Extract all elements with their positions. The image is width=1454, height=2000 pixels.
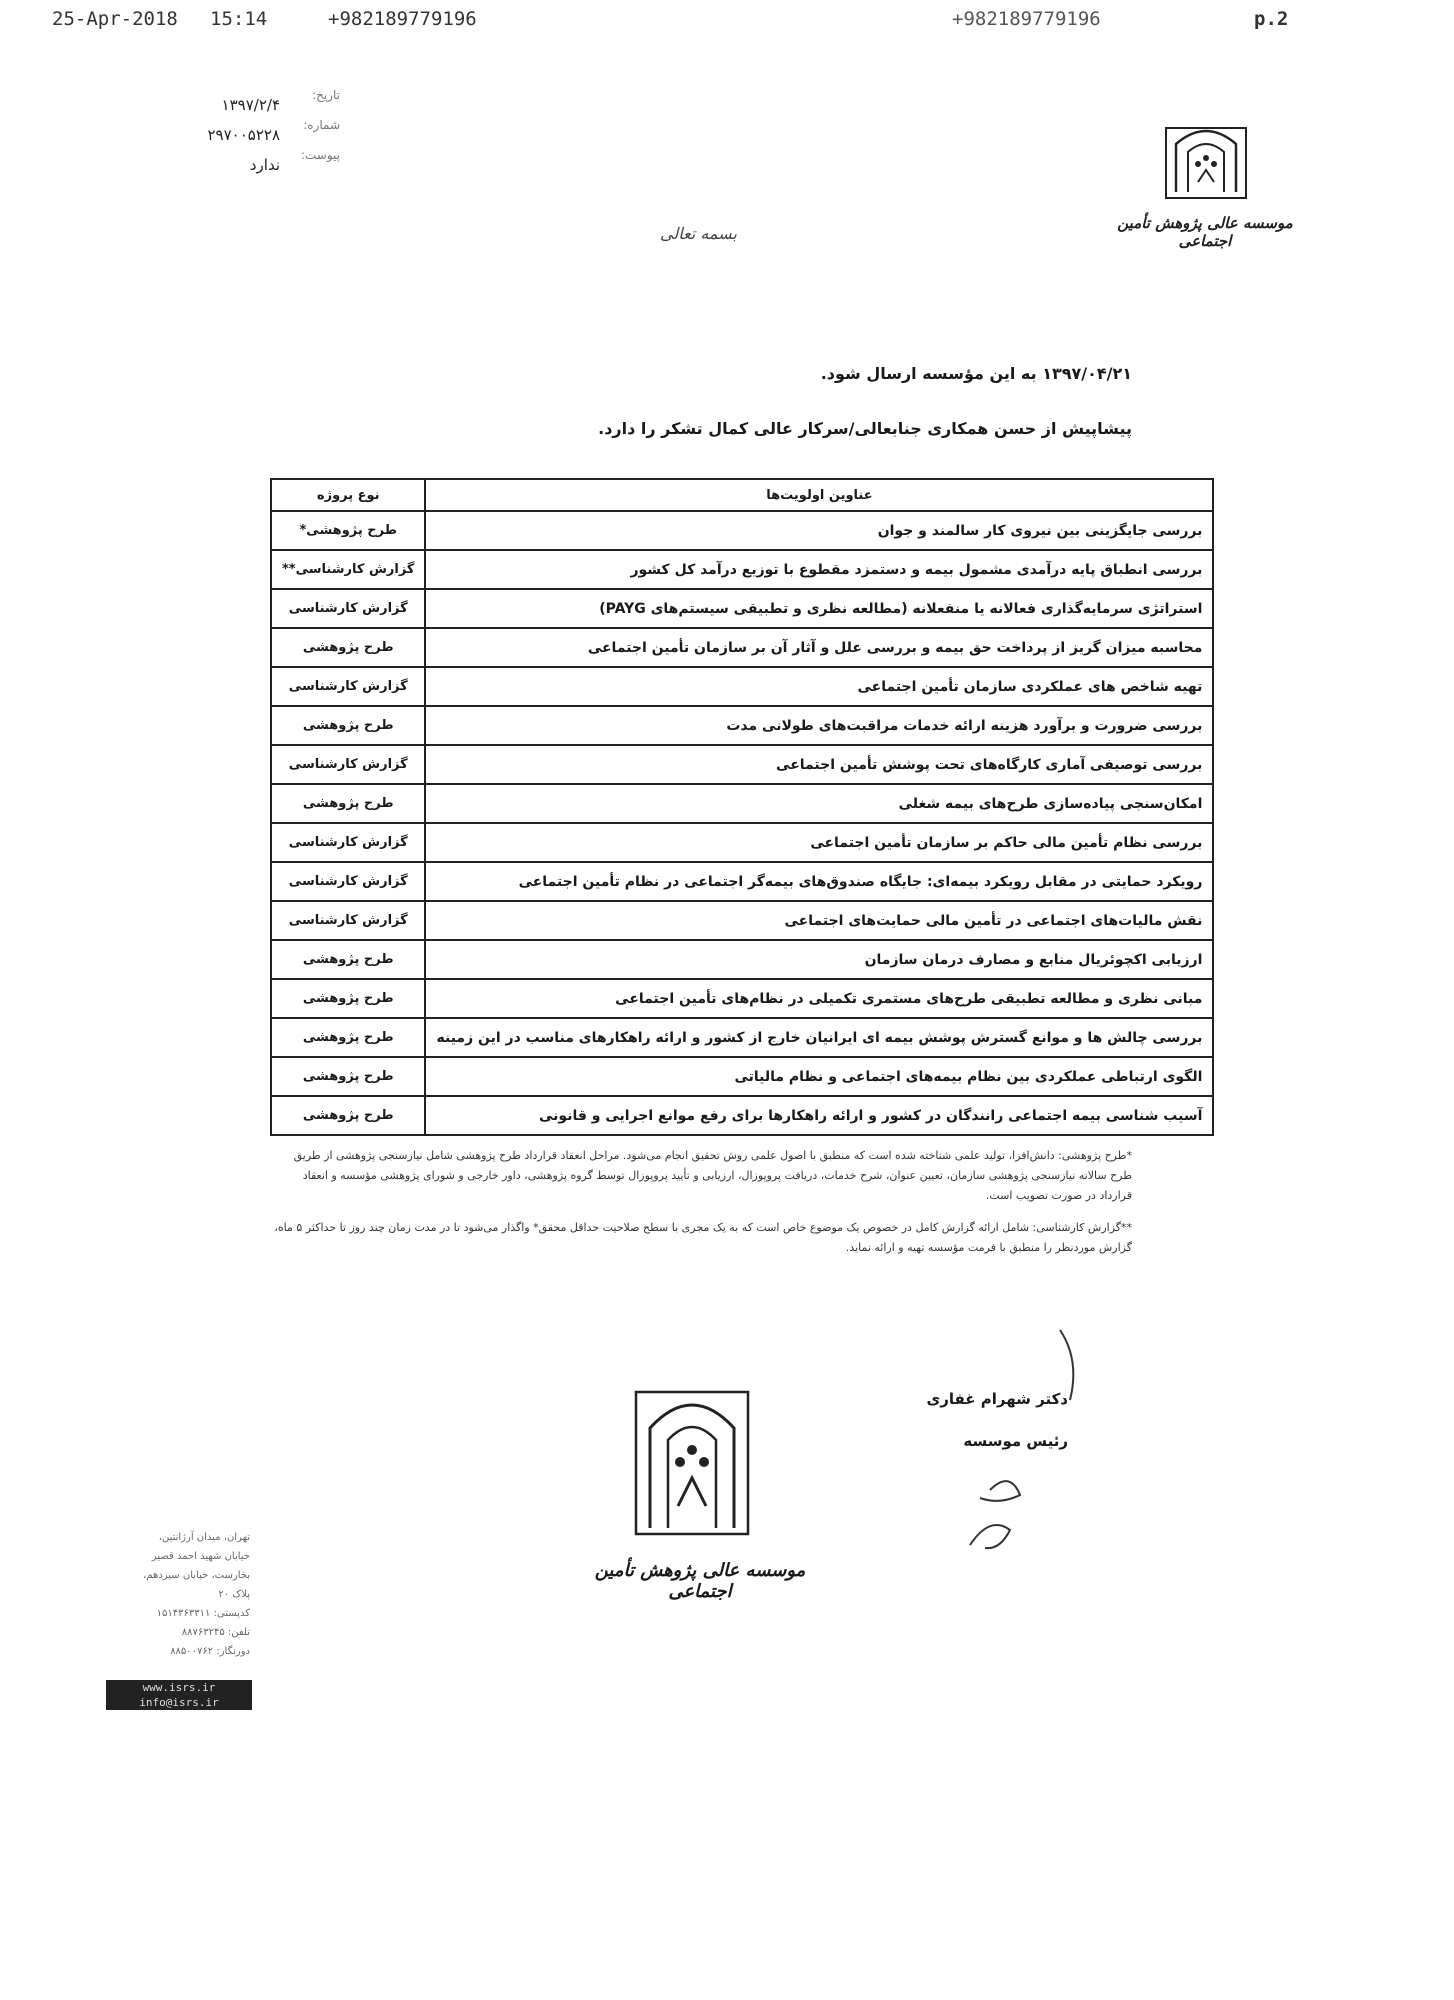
intro-thanks-line: پیشاپیش از حسن همکاری جنابعالی/سرکار عالی کمال تشکر را دارد. — [598, 419, 1132, 438]
priority-title: بررسی توصیفی آماری کارگاه‌های تحت پوشش تأمین اجتماعی — [425, 745, 1213, 784]
priority-title: بررسی ضرورت و برآورد هزینه ارائه خدمات مراقبت‌های طولانی مدت — [425, 706, 1213, 745]
table-row — [271, 550, 1213, 589]
table-row — [271, 1018, 1213, 1057]
table-row — [271, 784, 1213, 823]
project-type: طرح پژوهشی — [271, 979, 425, 1018]
project-type: گزارش کارشناسی — [271, 589, 425, 628]
priority-title: بررسی نظام تأمین مالی حاکم بر سازمان تأمین اجتماعی — [425, 823, 1213, 862]
priority-title: الگوی ارتباطی عملکردی بین نظام بیمه‌های اجتماعی و نظام مالیاتی — [425, 1057, 1213, 1096]
project-type: گزارش کارشناسی — [271, 745, 425, 784]
contact-web: www.isrs.ir — [142, 1681, 216, 1694]
meta-date-value: ۱۳۹۷/۲/۴ — [221, 96, 280, 114]
meta-number-value: ۲۹۷۰۰۵۲۲۸ — [207, 126, 280, 144]
institute-name-top: موسسه عالی پژوهش تأمین اجتماعی — [1117, 214, 1293, 250]
table-row — [271, 628, 1213, 667]
priority-title: امکان‌سنجی پیاده‌سازی طرح‌های بیمه شغلی — [425, 784, 1213, 823]
meta-number — [170, 118, 340, 148]
fax-time: 15:14 — [210, 8, 268, 30]
priority-title: رویکرد حمایتی در مقابل رویکرد بیمه‌ای: جایگاه صندوق‌های بیمه‌گر اجتماعی در نظام تأمین اجتماعی — [425, 862, 1213, 901]
fax-header — [0, 8, 1454, 38]
address-line-2: خیابان شهید احمد قصیر — [151, 1551, 250, 1562]
table-row — [271, 1057, 1213, 1096]
table-row — [271, 511, 1213, 550]
project-type: طرح پژوهشی — [271, 784, 425, 823]
fax-sender-number: +982189779196 — [328, 8, 477, 30]
priority-title: بررسی جایگزینی بین نیروی کار سالمند و جوان — [425, 511, 1213, 550]
header-title-column: عناوین اولویت‌ها — [425, 479, 1213, 511]
table-row — [271, 979, 1213, 1018]
table-row — [271, 823, 1213, 862]
contact-email: info@isrs.ir — [139, 1696, 219, 1709]
address-postal: کدپستی: ۱۵۱۴۳۶۳۳۱۱ — [156, 1608, 250, 1619]
meta-date — [170, 88, 340, 118]
table-row — [271, 745, 1213, 784]
table-row — [271, 1096, 1213, 1135]
meta-date-label: تاریخ: — [312, 88, 340, 102]
fax-date: 25-Apr-2018 — [52, 8, 178, 30]
signature-block — [918, 1390, 1068, 1474]
project-type: طرح پژوهشی — [271, 1096, 425, 1135]
fax-page-number: p.2 — [1254, 8, 1289, 30]
project-type: گزارش کارشناسی — [271, 901, 425, 940]
footnote-research-plan: *طرح پژوهشی: دانش‌افزا، تولید علمی شناخته شده است که منطبق با اصول علمی روش تحقیق انجام می‌شود. مراحل انعقاد قرارداد طرح پژوهشی شامل نیازسنجی پژوهشی از طریق طرح سالانه نیازسنجی پژوهشی سازمان، تعیین عنوان، شرح خدمات، دریافت پروپوزال، ارزیابی و تأیید پروپوزال توسط گروه پژوهشی، داور خارجی و شورای پژوهشی مؤسسه و انعقاد قرارداد در صورت تصویب است. — [293, 1149, 1132, 1202]
priority-title: استراتژی سرمایه‌گذاری فعالانه یا منفعلانه (مطالعه نظری و تطبیقی سیستم‌های PAYG) — [425, 589, 1213, 628]
project-type: گزارش کارشناسی — [271, 862, 425, 901]
address-fax: دورنگار: ۸۸۵۰۰۷۶۲ — [170, 1646, 250, 1657]
address-phone: تلفن: ۸۸۷۶۳۲۴۵ — [181, 1627, 250, 1638]
meta-attachment-label: پیوست: — [300, 148, 340, 162]
address-line-3: بخارست، خیابان سیزدهم، — [143, 1570, 250, 1581]
table-header-row — [271, 479, 1213, 511]
header-type-column: نوع پروژه — [271, 479, 425, 511]
signatory-title: رئیس موسسه — [963, 1432, 1068, 1450]
project-type: طرح پژوهشی* — [271, 511, 425, 550]
meta-number-label: شماره: — [303, 118, 340, 132]
table-row — [271, 667, 1213, 706]
project-type: گزارش کارشناسی — [271, 823, 425, 862]
table-row — [271, 901, 1213, 940]
institute-logo-top — [1158, 122, 1254, 204]
meta-attachment-value: ندارد — [249, 156, 280, 174]
priority-title: بررسی چالش ها و موانع گسترش پوشش بیمه ای ایرانیان خارج از کشور و ارائه راهکارهای مناسب در این زمینه — [425, 1018, 1213, 1057]
priority-title: بررسی انطباق پایه درآمدی مشمول بیمه و دستمزد مقطوع با توزیع درآمد کل کشور — [425, 550, 1213, 589]
table-row — [271, 940, 1213, 979]
project-type: طرح پژوهشی — [271, 940, 425, 979]
signatory-name: دکتر شهرام غفاری — [926, 1390, 1068, 1408]
institute-name-bottom: موسسه عالی پژوهش تأمین اجتماعی — [594, 1560, 806, 1602]
priority-title: نقش مالیات‌های اجتماعی در تأمین مالی حمایت‌های اجتماعی — [425, 901, 1213, 940]
address-block — [110, 1528, 250, 1661]
priority-title: آسیب شناسی بیمه اجتماعی رانندگان در کشور و ارائه راهکارها برای رفع موانع اجرایی و قانونی — [425, 1096, 1213, 1135]
address-line-4: پلاک ۲۰ — [218, 1589, 250, 1600]
priorities-table — [270, 478, 1214, 1136]
project-type: طرح پژوهشی — [271, 628, 425, 667]
letter-meta — [170, 88, 340, 178]
address-line-1: تهران، میدان آرژانتین، — [158, 1532, 250, 1543]
footnotes — [272, 1146, 1132, 1270]
project-type: طرح پژوهشی — [271, 706, 425, 745]
table-row — [271, 862, 1213, 901]
project-type: طرح پژوهشی — [271, 1018, 425, 1057]
intro-deadline-line: ۱۳۹۷/۰۴/۲۱ به این مؤسسه ارسال شود. — [820, 364, 1132, 383]
institute-seal-logo — [632, 1388, 752, 1538]
footnote-expert-report: **گزارش کارشناسی: شامل ارائه گزارش کامل در خصوص یک موضوع خاص است که به یک مجری با سطح صلاحیت حداقل محقق* واگذار می‌شود تا در مدت زمان چند روز تا حداکثر ۵ ماه، گزارش موردنظر را منطبق با فرمت مؤسسه تهیه و ارائه نماید. — [274, 1221, 1132, 1254]
meta-attachment — [170, 148, 340, 178]
bismillah-heading: بسمه تعالی — [660, 224, 737, 243]
contact-bar — [106, 1680, 252, 1710]
priority-title: مبانی نظری و مطالعه تطبیقی طرح‌های مستمری تکمیلی در نظام‌های تأمین اجتماعی — [425, 979, 1213, 1018]
table-row — [271, 589, 1213, 628]
fax-repeat-number: +982189779196 — [952, 8, 1101, 30]
project-type: طرح پژوهشی — [271, 1057, 425, 1096]
project-type: گزارش کارشناسی** — [271, 550, 425, 589]
table-row — [271, 706, 1213, 745]
project-type: گزارش کارشناسی — [271, 667, 425, 706]
priority-title: ارزیابی اکچوئریال منابع و مصارف درمان سازمان — [425, 940, 1213, 979]
priority-title: تهیه شاخص های عملکردی سازمان تأمین اجتماعی — [425, 667, 1213, 706]
priority-title: محاسبه میزان گریز از پرداخت حق بیمه و بررسی علل و آثار آن بر سازمان تأمین اجتماعی — [425, 628, 1213, 667]
